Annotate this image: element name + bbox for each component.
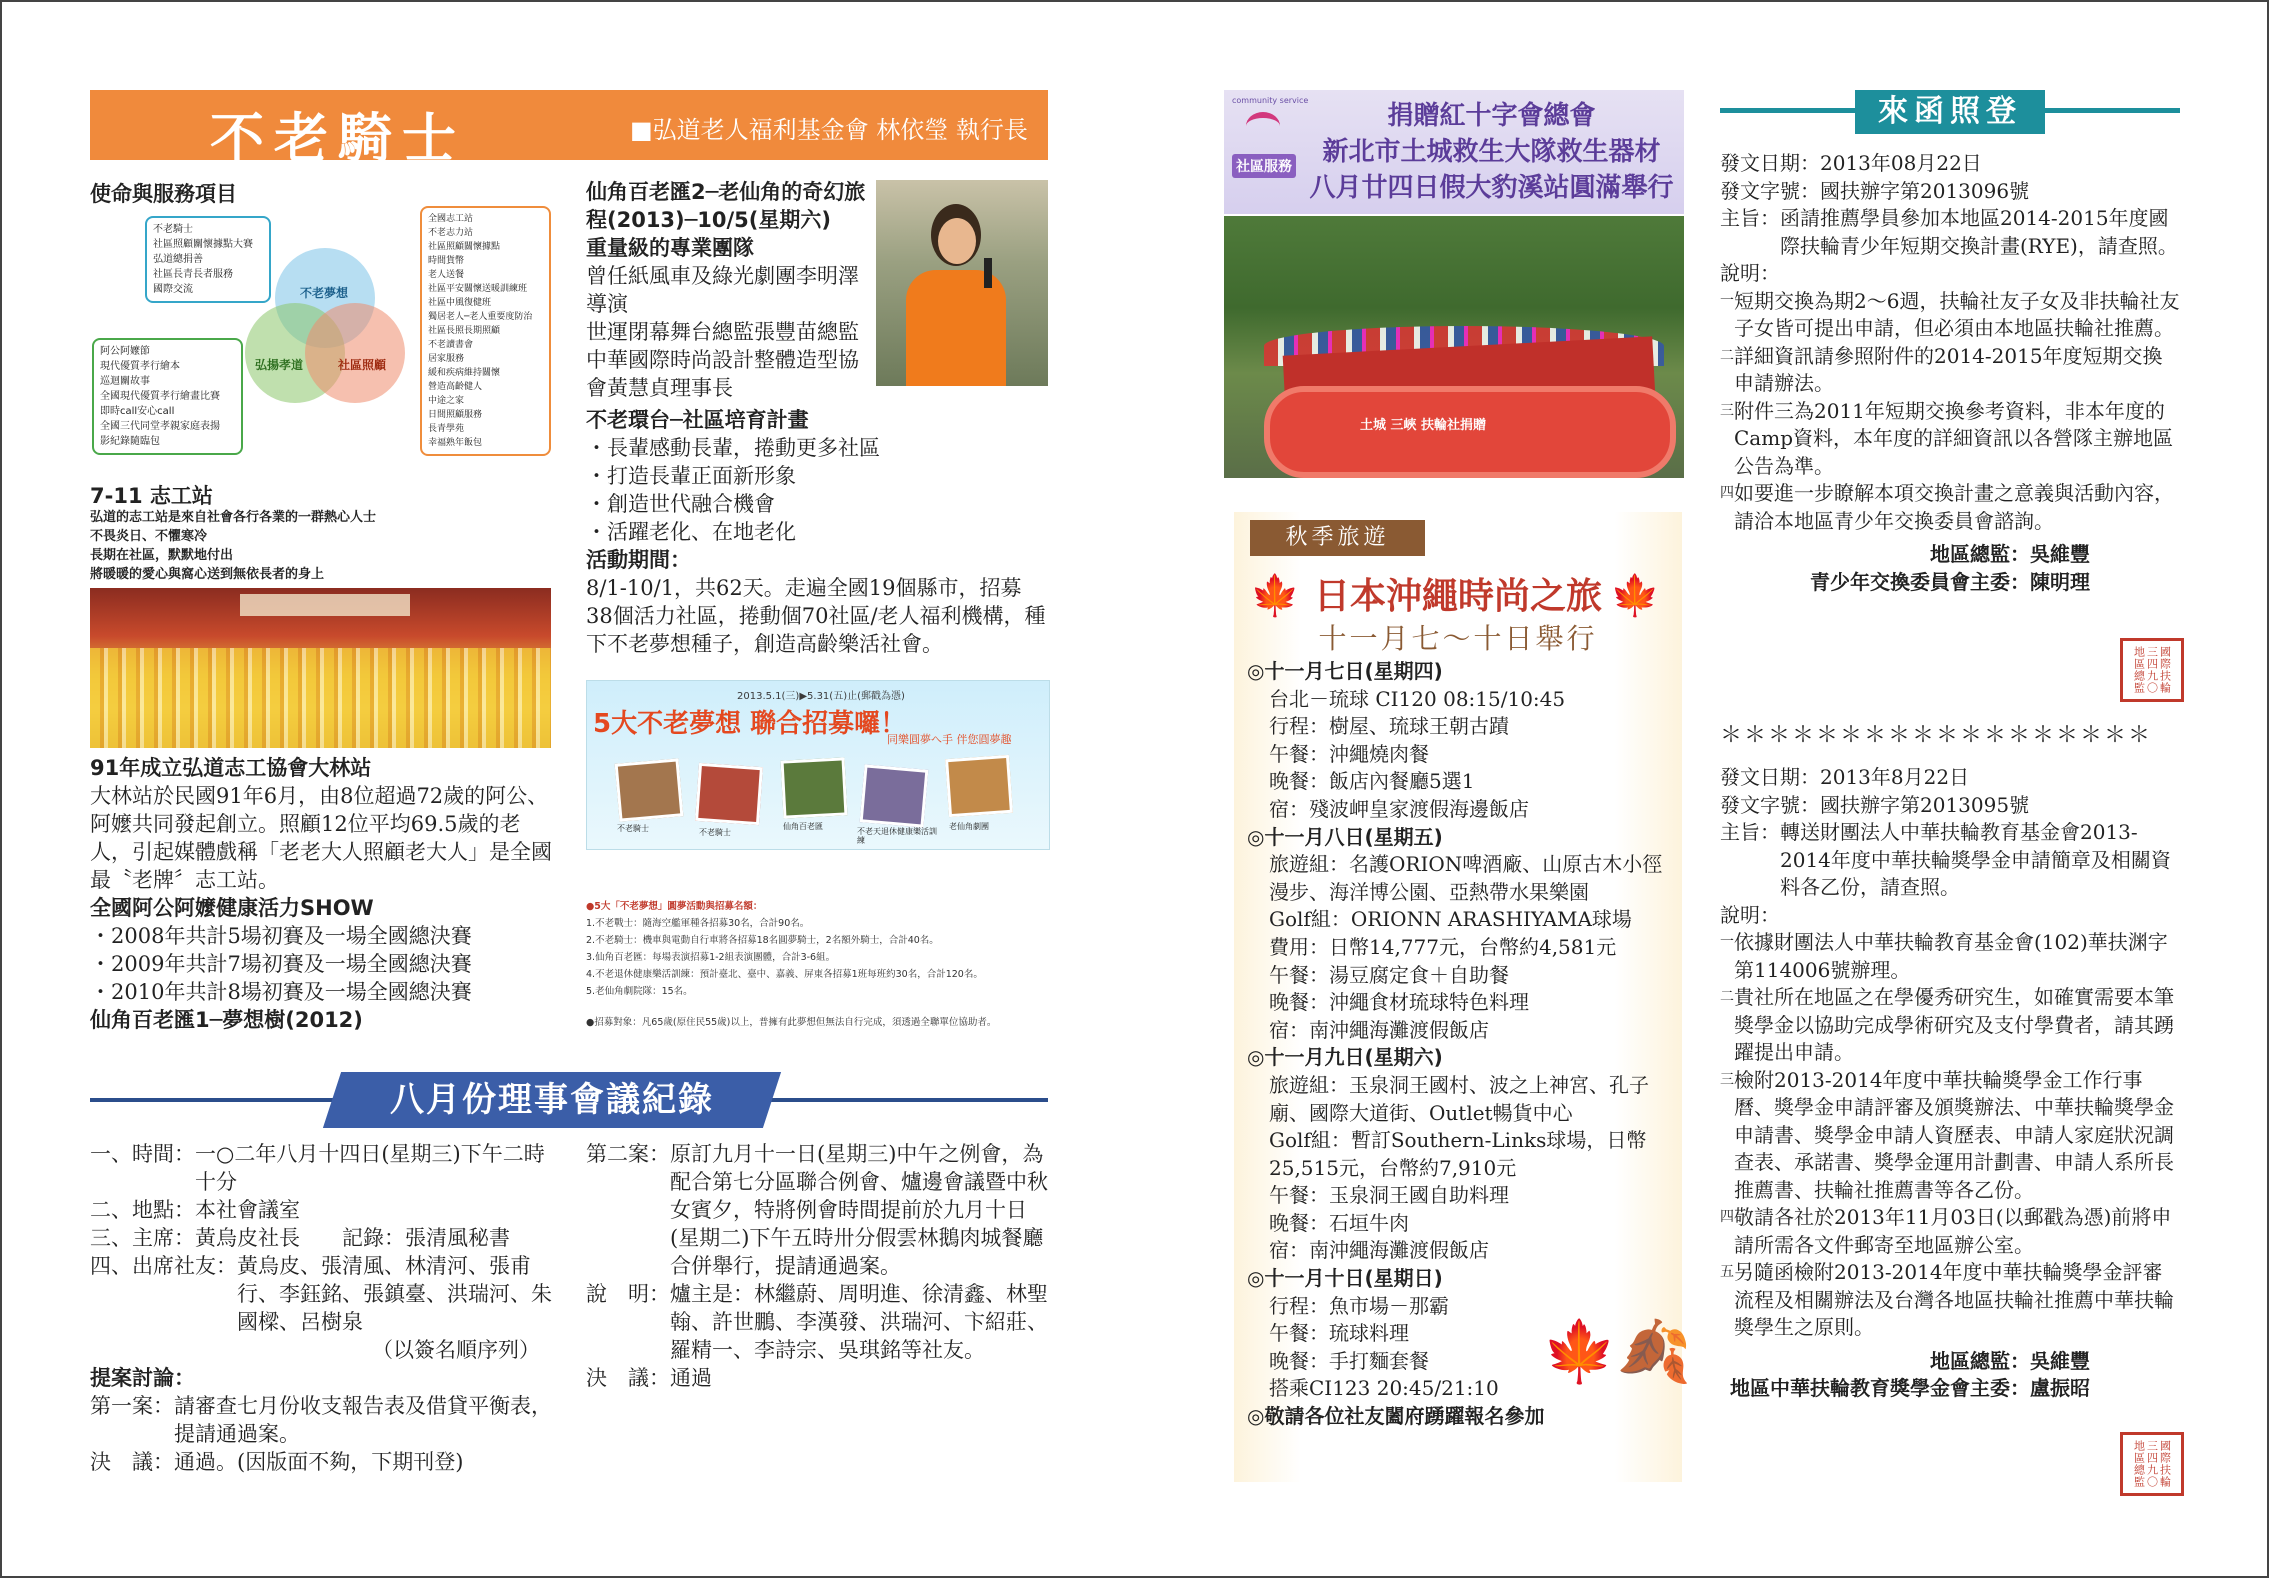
list-item: 社區中風復健班 (428, 298, 492, 308)
list-item: ・2008年共計5場初賽及一場全國總決賽 (90, 924, 472, 948)
list-item: 曾任紙風車及綠光劇團李明澤導演 (586, 264, 859, 316)
letter-subject: 主旨： 函請推薦學員參加本地區2014-2015年度國際扶輪青少年短期交換計畫(RYE)，請查照。 (1720, 206, 2178, 258)
itinerary-line: 午餐：沖繩燒肉餐 (1269, 741, 1429, 766)
list-item: ・2009年共計7場初賽及一場全國總決賽 (90, 952, 472, 976)
tree-heading: 仙角百老匯1─夢想樹(2012) (90, 1008, 363, 1032)
itinerary-line: 午餐：玉泉洞王國自助料理 (1269, 1183, 1509, 1208)
letter-item: 二 詳細資訊請參照附件的2014-2015年度短期交換申請辦法。 (1720, 343, 2163, 395)
sign-order: （以簽名順序列） (372, 1338, 540, 1362)
daling-heading: 91年成立弘道志工協會大林站 (90, 756, 372, 780)
meeting-row: 一、時間： 一○二年八月十四日(星期三)下午二時十分 (90, 1142, 545, 1194)
mission-list-bottom (92, 338, 243, 455)
itinerary-line: Golf組：暫訂Southern-Links球場，日幣25,515元，台幣約7,910元 (1269, 1128, 1647, 1180)
mission-list-top (145, 216, 271, 303)
mission-diagram (90, 208, 550, 478)
day-block (1247, 686, 1672, 824)
letter-item: 五 另隨函檢附2013-2014年度中華扶輪獎學金評審流程及相關辦法及台灣各地區扶輪社推薦中華扶輪獎學生之原則。 (1720, 1260, 2174, 1339)
list-item: 全國三代同堂孝親家庭表揚 (100, 421, 220, 432)
list-item: 社區平安關懷送暖訓練班 (428, 284, 528, 294)
article-title: 不老騎士 (210, 107, 466, 170)
day-heading: ◎十一月九日(星期六) (1247, 1045, 1443, 1070)
list-item: 中途之家 (428, 396, 465, 406)
list-item: ・打造長輩正面新形象 (586, 464, 796, 488)
travel-title: 日本沖繩時尚之旅 (1313, 576, 1602, 617)
list-item: 不老讀書會 (428, 340, 474, 350)
broadway-heading: 仙角百老匯2─老仙角的奇幻旅程(2013)─10/5(星期六) (586, 180, 866, 232)
poster-caption: 不老騎士 (699, 828, 731, 837)
itinerary-line: 行程：魚市場－那霸 (1269, 1293, 1449, 1318)
list-item: ・活躍老化、在地老化 (586, 520, 796, 544)
list-item: 居家服務 (428, 354, 465, 364)
service-logo-tag: 社區服務 (1232, 154, 1296, 178)
poster-photo (695, 763, 763, 825)
letter-subject: 主旨： 轉送財團法人中華扶輪教育基金會2013-2014年度中華扶輪獎學金申請簡章及相關資料各乙份，請查照。 (1720, 820, 2171, 899)
itinerary-line: 旅遊組：玉泉洞王國村、波之上神宮、孔子廟、國際大道街、Outlet暢貨中心 (1269, 1072, 1649, 1125)
stage-heading: 不老環台─社區培育計畫 (586, 408, 809, 432)
list-item: 2.不老騎士：機車與電動自行車將各招募18名圓夢騎士，2名額外騎士，合計40名。 (586, 935, 939, 946)
team-heading: 重量級的專業團隊 (586, 236, 754, 260)
letter-item: 二 貴社所在地區之在學優秀研究生，如確實需要本筆獎學金以協助完成學術研究及支付學費者，請其踴躍提出申請。 (1720, 985, 2174, 1064)
poster-subtitle: 同樂圓夢へ手 伴您圓夢趣 (887, 733, 1012, 746)
poster-dates: 2013.5.1(三)▶5.31(五)止(郵戳為憑) (737, 691, 905, 702)
volunteer-text (90, 508, 376, 584)
letter-item: 三 檢附2013-2014年度中華扶輪獎學金工作行事曆、獎學金申請評審及頒獎辦法、中華扶輪獎學金申請書、獎學金申請人資歷表、申請人家庭狀況調查表、承諾書、獎學金運用計劃書、申請人系所長推薦書、扶輪社推薦書等各乙份。 (1720, 1067, 2174, 1202)
broadway-section (586, 178, 872, 402)
text-line: 不畏炎日、不懼寒冷 (90, 529, 208, 544)
itinerary-line: 台北－琉球 CI120 08:15/10:45 (1269, 686, 1566, 711)
list-item: 不老騎士 (153, 224, 193, 235)
itinerary-line: 晚餐：手打麵套餐 (1269, 1348, 1429, 1373)
meeting-row: 第一案： 請審查七月份收支報告表及借貸平衡表，提請通過案。 (90, 1394, 552, 1446)
recruit-target: ●招募對象：凡65歲(原住民55歲)以上，普擁有此夢想但無法自行完成，須透過全聯單位協助者。 (586, 1017, 997, 1028)
letter-explain: 說明： (1720, 902, 1780, 927)
poster-caption: 仙角百老匯 (783, 822, 823, 831)
list-item: ・2010年共計8場初賽及一場全國總決賽 (90, 980, 472, 1004)
list-item: 不老志力站 (428, 228, 474, 238)
itinerary (1247, 658, 1672, 1431)
list-item: 長青學苑 (428, 424, 465, 434)
letter-number: 發文字號：國扶辦字第2013096號 (1720, 178, 2030, 203)
maple-leaf-icon: 🍁 (1250, 573, 1300, 619)
list-item: 世運閉幕舞台總監張豐苗總監 (586, 320, 859, 344)
speaker-photo (876, 180, 1048, 386)
meeting-row: 決 議： 通過。(因版面不夠，下期刊登) (90, 1450, 464, 1474)
recruit-heading: ●5大「不老夢想」圓夢活動與招募名額： (586, 901, 763, 912)
list-item: ・創造世代融合機會 (586, 492, 775, 516)
letter-sign: 地區總監：吳維豐 (1930, 542, 2090, 566)
poster-photo (781, 757, 848, 818)
list-item: 幸福熟年飯包 (428, 438, 483, 448)
itinerary-line: 宿：殘波岬皇家渡假海邊飯店 (1269, 796, 1529, 821)
meeting-right (586, 1140, 1048, 1392)
daling-section (90, 754, 552, 1034)
list-item: 現代優質孝行繪本 (100, 361, 180, 372)
meeting-title-box (323, 1072, 781, 1128)
letter-item: 一 依據財團法人中華扶輪教育基金會(102)華扶渊字第114006號辦理。 (1720, 930, 2168, 982)
travel-subtitle: 十一月七～十日舉行 (1318, 622, 1598, 655)
itinerary-line: 行程：樹屋、琉球王朝古蹟 (1269, 714, 1509, 739)
list-item: 老人送餐 (428, 270, 465, 280)
letter-item: 三 附件三為2011年短期交換參考資料，非本年度的Camp資料，本年度的詳細資訊以各營隊主辦地區公告為準。 (1720, 398, 2173, 478)
list-item: 4.不老退休健康樂活訓練：預計臺北、臺中、嘉義、屏東各招募1班每班約30名，合計120名。 (586, 969, 983, 980)
itinerary-line: 宿：南沖繩海灘渡假飯店 (1269, 1238, 1489, 1263)
list-item: 即時call安心call (100, 406, 175, 417)
meeting-row: 二、地點： 本社會議室 (90, 1198, 300, 1222)
letter-1 (1720, 150, 2180, 596)
maple-branch-icon: 🍁🍂 (1542, 1317, 1692, 1387)
show-heading: 全國阿公阿嬤健康活力SHOW (90, 896, 374, 920)
circle-label: 不老夢想 (300, 286, 349, 300)
letter-item: 一 短期交換為期2～6週，扶輪社友子女及非扶輪社友子女皆可提出申請，但必須由本地區扶輪社推薦。 (1720, 288, 2180, 340)
meeting-left (90, 1140, 560, 1476)
text-line: 長期在社區，默默地付出 (90, 548, 234, 563)
mission-list-right (420, 206, 551, 456)
list-item: 緩和疾病維持關懷 (428, 368, 501, 378)
meeting-row: 三、主席： 黃烏皮社長 記錄：張清風秘書 (90, 1226, 510, 1250)
poster-photo (615, 758, 684, 821)
meeting-row: 決 議： 通過 (586, 1366, 712, 1390)
letter-date: 發文日期：2013年8月22日 (1720, 765, 1970, 789)
travel-tag: 秋季旅遊 (1250, 520, 1425, 556)
official-seal-icon: 國際扶輪三四九〇地區總監 (2120, 1432, 2184, 1496)
article-banner (90, 90, 1048, 170)
title-line: 八月廿四日假大豹溪站圓滿舉行 (1309, 173, 1674, 203)
letter-2 (1720, 764, 2180, 1403)
meeting-row: 四、出席社友： 黃烏皮、張清風、林清河、張甫行、李鈺銘、張鎮臺、洪瑞河、朱國樑、呂樹泉 (90, 1254, 552, 1334)
divider-stars: ＊＊＊＊＊＊＊＊＊＊＊＊＊＊＊＊＊＊ (1720, 723, 2153, 748)
list-item: 5.老仙角劇院隊：15名。 (586, 986, 693, 997)
day-heading: ◎十一月八日(星期五) (1247, 824, 1443, 849)
letter-number: 發文字號：國扶辦字第2013095號 (1720, 792, 2030, 817)
broadway-more (586, 406, 1048, 658)
donation-header (1224, 90, 1684, 214)
poster-caption: 不老騎士 (617, 824, 649, 833)
letter-date: 發文日期：2013年08月22日 (1720, 151, 1982, 175)
day-block (1247, 1072, 1672, 1265)
itinerary-line: 旅遊組：名護ORION啤酒廠、山原古木小徑漫步、海洋博公園、亞熱帶水果樂園 (1269, 852, 1663, 904)
list-item: 影紀錄隨臨包 (100, 436, 160, 447)
recruit-poster (586, 680, 1050, 850)
list-item: 巡迴關故事 (100, 376, 150, 387)
poster-photo (860, 764, 929, 827)
title-line: 捐贈紅十字會總會 (1387, 101, 1596, 131)
period-body: 8/1-10/1，共62天。走遍全國19個縣市，招募38個活力社區，捲動個70社區/老人福利機構，種下不老夢想種子，創造高齡樂活社會。 (586, 576, 1046, 656)
poster-caption: 不老天退休健康樂活訓練 (857, 827, 937, 845)
list-item: ・長輩感動長輩，捲動更多社區 (586, 436, 880, 460)
list-item: 社區長照長期照顧 (428, 326, 501, 336)
poster-photo (945, 755, 1013, 817)
recruit-notes (586, 898, 1048, 1031)
poster-title: 5大不老夢想 聯合招募囉！ (593, 709, 907, 739)
list-item: 全國志工站 (428, 214, 474, 224)
letter-sign: 地區中華扶輪教育獎學金會主委：盧振昭 (1730, 1376, 2090, 1400)
poster-photos (587, 751, 1049, 849)
daling-body: 大林站於民國91年6月，由8位超過72歲的阿公、阿嬤共同發起創立。照顧12位平均69.5歲的老人，引起媒體戲稱「老老大人照顧老大人」是全國最〝老牌〞志工站。 (90, 784, 552, 892)
itinerary-line: 晚餐：飯店內餐廳5選1 (1269, 769, 1475, 794)
mail-title: 來函照登 (1855, 90, 2045, 134)
letter-explain: 說明： (1720, 261, 1780, 285)
official-seal-icon: 國際扶輪三四九〇地區總監 (2120, 638, 2184, 702)
service-logo-small: community service (1232, 96, 1309, 105)
itinerary-line: 晚餐：石垣牛肉 (1269, 1210, 1409, 1235)
list-item: 弘道總捐善 (153, 254, 203, 265)
itinerary-line: Golf組：ORIONN ARASHIYAMA球場 (1269, 907, 1632, 932)
list-item: 全國現代優質孝行繪畫比賽 (100, 391, 220, 402)
title-line: 新北市土城救生大隊救生器材 (1322, 137, 1661, 167)
list-item: 阿公阿嬤節 (100, 346, 150, 357)
circle-community (305, 303, 405, 403)
circle-label: 弘揚孝道 (255, 358, 304, 372)
proposal-heading: 提案討論： (90, 1366, 195, 1390)
itinerary-line: 午餐：琉球料理 (1269, 1321, 1409, 1346)
itinerary-line: 搭乘CI123 20:45/21:10 (1269, 1376, 1499, 1401)
service-logo-icon (1238, 104, 1288, 140)
day-heading: ◎十一月十日(星期日) (1247, 1266, 1443, 1291)
day-block (1247, 851, 1672, 1044)
itinerary-line: 宿：南沖繩海灘渡假飯店 (1269, 1017, 1489, 1042)
maple-leaf-icon: 🍁 (1610, 573, 1660, 619)
list-item: 日間照顧服務 (428, 410, 483, 420)
list-item: 時間貨幣 (428, 256, 465, 266)
meeting-row: 第二案： 原訂九月十一日(星期三)中午之例會，為配合第七分區聯合例會、爐邊會議暨中秋女賓夕，特將例會時間提前於九月十日(星期二)下午五時卅分假雲林鵝肉城餐廳合併舉行，提請通過案。 (586, 1142, 1048, 1278)
meeting-row: 說 明： 爐主是：林繼蔚、周明進、徐清鑫、林聖翰、許世鵬、李漢發、洪瑞河、卞紹莊、羅精一、李詩宗、吳琪銘等社友。 (586, 1282, 1048, 1362)
list-item: 社區長青長者服務 (153, 269, 233, 280)
itinerary-line: 費用：日幣14,777元，台幣約4,581元 (1269, 934, 1617, 959)
day-heading: ◎十一月七日(星期四) (1247, 659, 1443, 683)
list-item: 社區照顧關懷據點大賽 (153, 239, 253, 250)
list-item: 營造高齡健人 (428, 382, 483, 392)
letter-sign: 地區總監：吳維豐 (1930, 1348, 2090, 1373)
text-line: 弘道的志工站是來自社會各行各業的一群熱心人士 (90, 510, 377, 525)
donation-photo (1224, 216, 1684, 478)
circle-label: 社區照顧 (338, 358, 387, 372)
travel-footer: ◎敬請各位社友闔府踴躍報名參加 (1247, 1404, 1545, 1429)
article-author: ■弘道老人福利基金會 林依瑩 執行長 (630, 116, 1028, 144)
letter-item: 四 如要進一步瞭解本項交換計畫之意義與活動內容，請洽本地區青少年交換委員會諮詢。 (1720, 481, 2174, 533)
volunteer-heading: 7-11 志工站 (90, 484, 213, 508)
itinerary-line: 午餐：湯豆腐定食＋自助餐 (1269, 962, 1509, 987)
list-item: 獨居老人─老人重要度防治 (428, 312, 533, 322)
list-item: 國際交流 (153, 284, 193, 295)
list-item: 3.仙角百老匯：每場表演招募1-2組表演團體，合計3-6組。 (586, 952, 836, 963)
poster-caption: 老仙角劇團 (949, 822, 989, 831)
period-heading: 活動期間： (586, 548, 691, 572)
boat-label: 土城 三峽 扶輪社捐贈 (1360, 418, 1487, 433)
group-photo (90, 588, 551, 748)
letter-sign: 青少年交換委員會主委：陳明理 (1810, 569, 2090, 594)
rescue-boat (1264, 386, 1676, 478)
letter-item: 四 敬請各社於2013年11月03日(以郵戳為憑)前將申請所需各文件郵寄至地區辦公室。 (1720, 1205, 2172, 1257)
text-line: 將暖暖的愛心與窩心送到無依長者的身上 (90, 567, 325, 582)
itinerary-line: 晚餐：沖繩食材琉球特色料理 (1269, 990, 1529, 1015)
list-item: 中華國際時尚設計整體造型協會黃慧貞理事長 (586, 348, 859, 400)
meeting-title: 八月份理事會議紀錄 (390, 1080, 714, 1120)
mission-heading: 使命與服務項目 (90, 182, 237, 206)
list-item: 1.不老戰士：隨海空艦軍種各招募30名，合計90名。 (586, 918, 810, 929)
donation-title (1304, 98, 1679, 206)
list-item: 社區照顧關懷據點 (428, 242, 501, 252)
